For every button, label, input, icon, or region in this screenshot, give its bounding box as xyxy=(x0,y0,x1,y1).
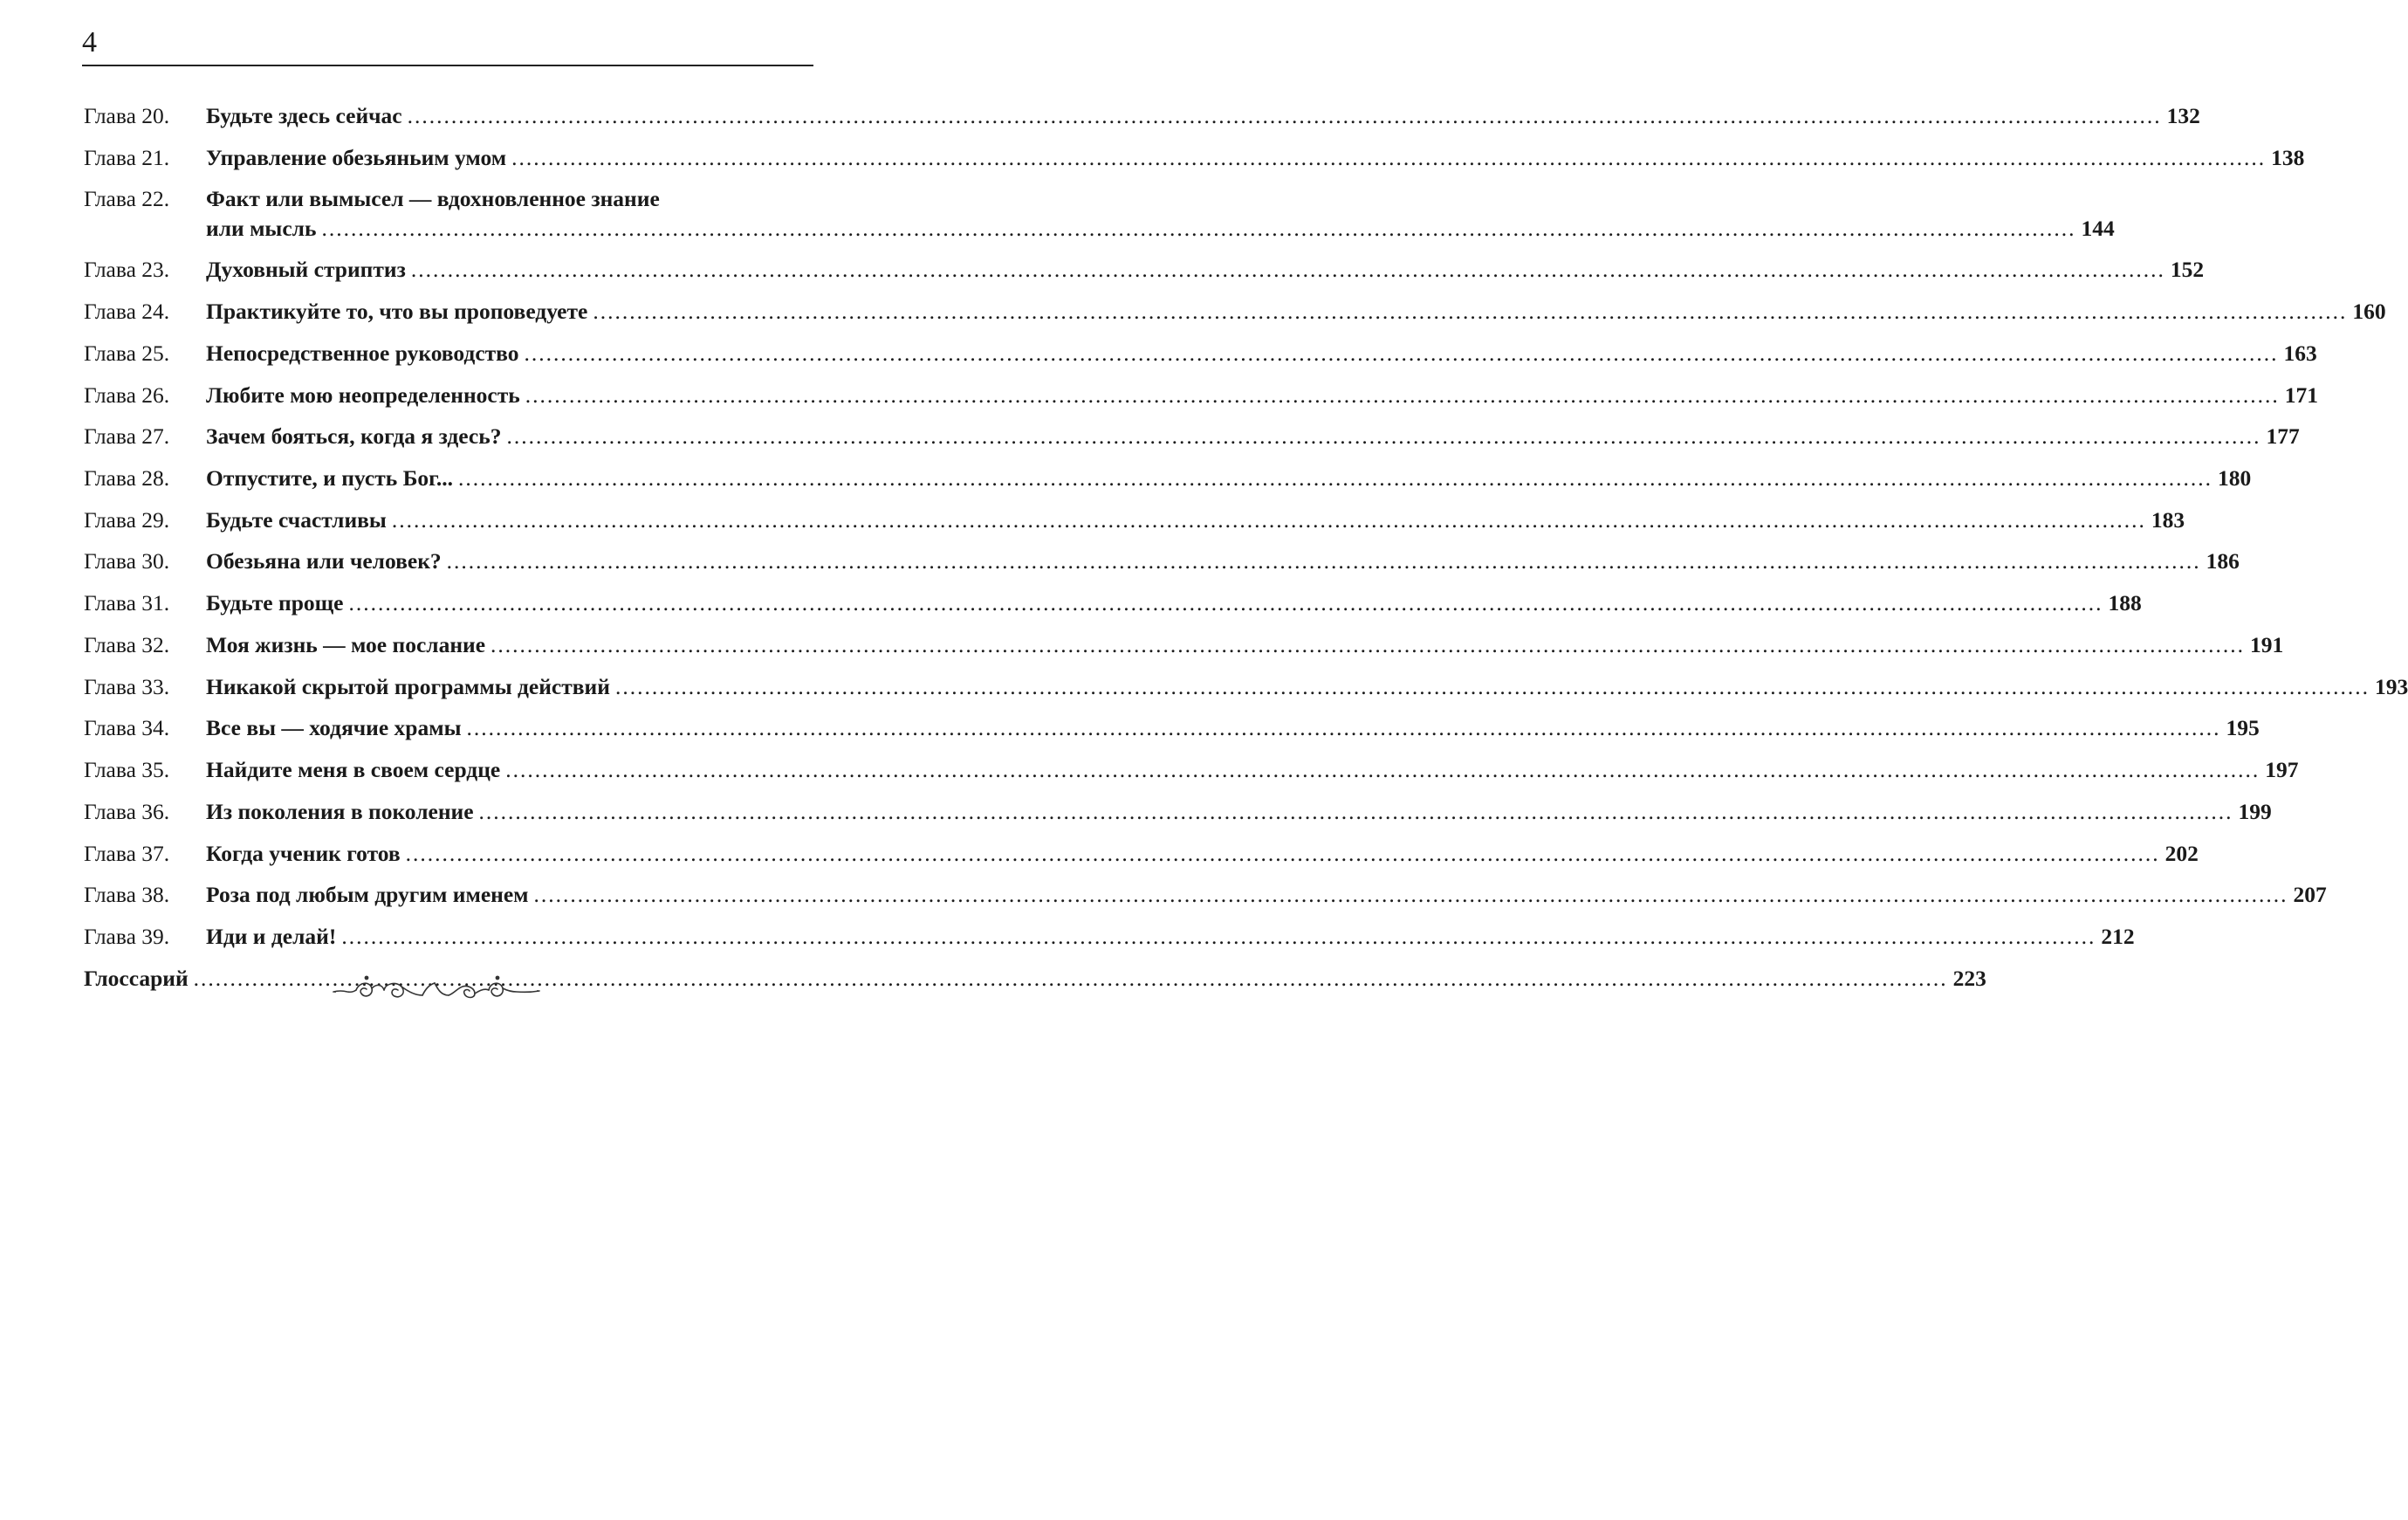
dot-leader xyxy=(392,506,2146,534)
chapter-number: Глава 34. xyxy=(84,715,170,741)
chapter-title: Практикуйте то, что вы проповедуете xyxy=(206,299,588,325)
toc-entry xyxy=(84,255,2205,284)
toc-entry xyxy=(84,143,2305,172)
chapter-title: Роза под любым другим именем xyxy=(206,882,529,908)
dot-leader xyxy=(615,672,2370,701)
dot-leader xyxy=(525,381,2280,409)
chapter-title: Будьте счастливы xyxy=(206,506,387,533)
dot-leader xyxy=(458,464,2212,492)
toc-entry xyxy=(84,506,2185,534)
chapter-number: Глава 30. xyxy=(84,548,170,574)
page-reference: 138 xyxy=(2271,144,2305,170)
page-reference: 177 xyxy=(2266,423,2300,450)
chapter-title: Непосредственное руководство xyxy=(206,340,519,366)
page-reference: 163 xyxy=(2283,340,2317,366)
dot-leader xyxy=(593,297,2347,326)
dot-leader xyxy=(348,588,2103,617)
chapter-title: Когда ученик готов xyxy=(206,840,401,866)
chapter-number: Глава 25. xyxy=(84,340,170,366)
dot-leader xyxy=(511,143,2266,172)
table-of-contents xyxy=(84,101,2408,1006)
toc-entry xyxy=(84,547,2240,575)
toc-entry xyxy=(84,797,2272,826)
glossary-title: Глоссарий xyxy=(84,965,189,991)
page-reference: 223 xyxy=(1952,965,1986,991)
dot-leader xyxy=(466,713,2220,742)
dot-leader xyxy=(447,547,2201,575)
page-reference: 193 xyxy=(2374,673,2408,699)
header-rule xyxy=(82,65,813,66)
page-reference: 199 xyxy=(2238,798,2272,824)
dot-leader xyxy=(534,880,2288,909)
page-reference: 160 xyxy=(2352,299,2386,325)
dot-leader xyxy=(408,101,2162,130)
chapter-title: Никакой скрытой программы действий xyxy=(206,673,610,699)
dot-leader xyxy=(411,255,2165,284)
page-number: 4 xyxy=(82,26,97,58)
toc-entry xyxy=(84,630,2284,659)
toc-entry xyxy=(84,422,2300,450)
toc-entry xyxy=(84,381,2318,409)
toc-entry xyxy=(84,464,2252,492)
chapter-number: Глава 35. xyxy=(84,757,170,783)
toc-entry xyxy=(84,755,2299,784)
page-reference: 195 xyxy=(2226,715,2260,741)
chapter-title: Духовный стриптиз xyxy=(206,257,406,283)
toc-entry xyxy=(84,922,2135,951)
chapter-number: Глава 37. xyxy=(84,840,170,866)
page-reference: 144 xyxy=(2081,215,2115,241)
dot-leader xyxy=(406,839,2160,868)
dot-leader xyxy=(506,422,2261,450)
page-reference: 132 xyxy=(2166,103,2200,128)
toc-entry xyxy=(84,588,2142,617)
chapter-title: Управление обезьяньим умом xyxy=(206,144,507,170)
dot-leader xyxy=(321,214,2075,243)
dot-leader xyxy=(491,630,2245,659)
chapter-number: Глава 26. xyxy=(84,382,170,408)
chapter-title: Будьте здесь сейчас xyxy=(206,103,402,128)
chapter-title: Будьте проще xyxy=(206,590,344,616)
page-reference: 188 xyxy=(2108,590,2142,616)
chapter-title: Факт или вымысел — вдохновленное знание xyxy=(206,186,660,212)
toc-entry xyxy=(84,880,2327,909)
toc-entry xyxy=(84,713,2260,742)
chapter-number: Глава 36. xyxy=(84,798,170,824)
page-reference: 171 xyxy=(2284,382,2318,408)
chapter-number: Глава 31. xyxy=(84,590,170,616)
flourish-divider-icon xyxy=(332,969,541,1013)
chapter-title: Моя жизнь — мое послание xyxy=(206,631,486,657)
page-reference: 191 xyxy=(2250,631,2284,657)
chapter-title: Обезьяна или человек? xyxy=(206,548,442,574)
chapter-title: Из поколения в поколение xyxy=(206,798,474,824)
chapter-number: Глава 22. xyxy=(84,186,170,212)
chapter-number: Глава 21. xyxy=(84,144,170,170)
chapter-number: Глава 38. xyxy=(84,882,170,908)
chapter-number: Глава 28. xyxy=(84,465,170,492)
dot-leader xyxy=(341,922,2096,951)
dot-leader xyxy=(479,797,2233,826)
chapter-title: Зачем бояться, когда я здесь? xyxy=(206,423,502,450)
toc-entry xyxy=(84,339,2317,368)
dot-leader xyxy=(525,339,2279,368)
chapter-number: Глава 29. xyxy=(84,506,170,533)
chapter-title: Все вы — ходячие храмы xyxy=(206,715,462,741)
chapter-title: Иди и делай! xyxy=(206,924,337,950)
chapter-number: Глава 32. xyxy=(84,631,170,657)
page-reference: 152 xyxy=(2170,257,2205,283)
toc-entry xyxy=(84,101,2200,130)
toc-entry xyxy=(84,184,2115,242)
chapter-title: Отпустите, и пусть Бог... xyxy=(206,465,454,492)
page-reference: 212 xyxy=(2101,924,2135,950)
chapter-number: Глава 27. xyxy=(84,423,170,450)
chapter-number: Глава 23. xyxy=(84,257,170,283)
chapter-title: Любите мою неопределенность xyxy=(206,382,520,408)
page-reference: 202 xyxy=(2164,840,2199,866)
chapter-number: Глава 39. xyxy=(84,924,170,950)
page-reference: 180 xyxy=(2218,465,2252,492)
toc-entry xyxy=(84,672,2408,701)
chapter-number: Глава 24. xyxy=(84,299,170,325)
chapter-number: Глава 33. xyxy=(84,673,170,699)
page-reference: 183 xyxy=(2151,506,2185,533)
page-reference: 207 xyxy=(2293,882,2327,908)
page-reference: 186 xyxy=(2206,548,2240,574)
chapter-title-continuation: или мысль xyxy=(206,215,317,241)
toc-entry xyxy=(84,839,2199,868)
page-reference: 197 xyxy=(2265,757,2299,783)
toc-entry xyxy=(84,297,2386,326)
dot-leader xyxy=(505,755,2260,784)
chapter-number: Глава 20. xyxy=(84,103,170,128)
chapter-title: Найдите меня в своем сердце xyxy=(206,757,501,783)
